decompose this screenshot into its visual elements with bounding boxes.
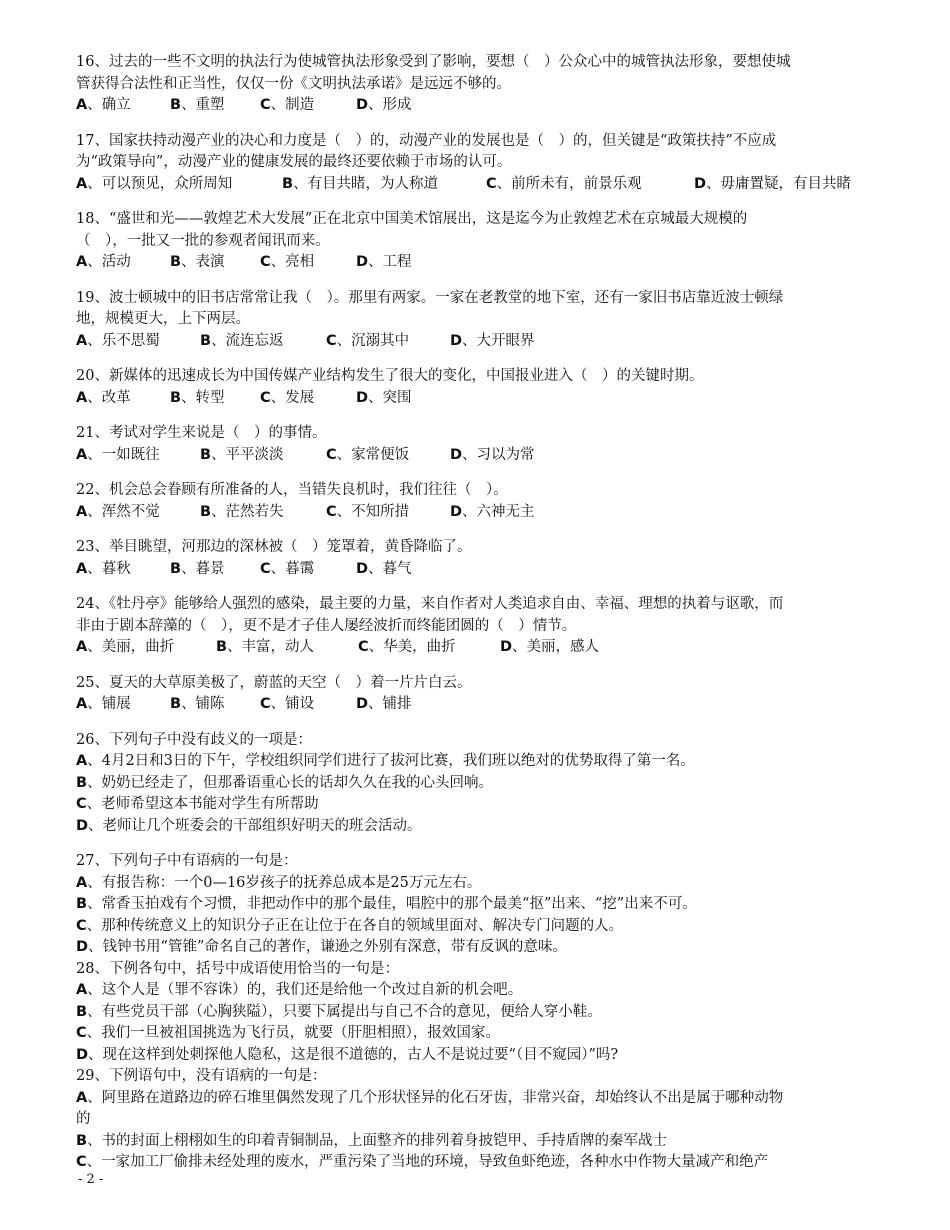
option-key: B	[76, 1003, 88, 1020]
option-key: C	[76, 796, 87, 812]
option	[326, 502, 450, 524]
option-text: 、有目共睹，为人称道	[293, 175, 439, 192]
option-line	[76, 1088, 876, 1110]
question-stem-line: 22、机会总会眷顾有所准备的人，当错失良机时，我们往往（ ）。	[76, 482, 508, 498]
option-row	[76, 95, 876, 117]
question-stem-line: 27、下列句子中有语病的一句是：	[76, 853, 298, 869]
option-text: 、铺排	[368, 696, 412, 712]
option-text: 、毋庸置疑，有目共睹	[706, 175, 852, 192]
option	[76, 331, 200, 353]
option-text: 的	[76, 1111, 91, 1127]
question-block	[76, 288, 876, 353]
option	[356, 252, 412, 274]
option	[260, 252, 356, 274]
option	[356, 694, 412, 716]
option-text: 、确立	[87, 97, 131, 113]
option-key: D	[76, 939, 89, 955]
option-text: 、有报告称：一个0—16岁孩子的抚养总成本是25万元左右。	[87, 874, 482, 891]
option	[200, 331, 326, 353]
option-key: D	[76, 1046, 89, 1063]
option-key: A	[76, 696, 88, 712]
option	[170, 694, 260, 716]
option-text: 、乐不思蜀	[87, 332, 160, 349]
option	[326, 445, 450, 467]
option	[170, 95, 260, 117]
option-text: 、制造	[270, 97, 315, 113]
option-key: B	[200, 332, 212, 349]
option-line	[76, 894, 876, 916]
option	[694, 174, 851, 196]
option	[356, 559, 412, 581]
question-stem-line: 为“政策导向”，动漫产业的健康发展的最终还要依赖于市场的认可。	[76, 154, 512, 170]
option-key: C	[326, 503, 337, 520]
option-row	[76, 445, 876, 467]
option-key: C	[260, 560, 271, 577]
option-text: 、老师让几个班委会的干部组织好明天的班会活动。	[88, 817, 422, 834]
option-text: 、浑然不觉	[87, 503, 160, 520]
spacer	[76, 523, 876, 537]
option-key: C	[358, 639, 369, 655]
option	[170, 559, 260, 581]
spacer	[76, 837, 876, 851]
option-text: 、钱钟书用“管锥”命名自己的著作，谦逊之外别有深意，带有反讽的意味。	[88, 939, 567, 955]
option-row	[76, 637, 876, 659]
spacer	[76, 195, 876, 209]
option-row	[76, 174, 876, 196]
option-key: D	[356, 254, 369, 270]
option-key: A	[76, 639, 88, 655]
question-block	[76, 959, 876, 1067]
option-text: 、重塑	[181, 97, 225, 113]
option	[282, 174, 486, 196]
question-stem-line: 18、“盛世和光——敦煌艺术大发展”正在北京中国美术馆展出，这是迄今为止敦煌艺术在京城最大规模的	[76, 211, 748, 227]
option-key: B	[170, 254, 182, 270]
option-text: 、工程	[368, 254, 412, 270]
option-key: A	[76, 446, 88, 463]
option-text: 、4月2日和3日的下午，学校组织同学们进行了拔河比赛，我们班以绝对的优势取得了第一名。	[87, 753, 695, 769]
spacer	[76, 580, 876, 594]
option-text: 、形成	[368, 97, 412, 113]
option	[450, 331, 535, 353]
option-text: 、暮秋	[87, 560, 131, 577]
option	[200, 445, 326, 467]
option-key: A	[76, 982, 88, 998]
option-key: A	[76, 874, 88, 891]
option-text: 、大开眼界	[462, 332, 535, 349]
option-text: 、一家加工厂偷排未经处理的废水，严重污染了当地的环境，导致鱼虾绝迹，各种水中作物大量减产和绝产	[86, 1154, 769, 1170]
option-text: 、铺展	[87, 696, 131, 712]
question-stem-line: 25、夏天的大草原美极了，蔚蓝的天空（ ）着一片片白云。	[76, 674, 472, 691]
option-text: 、习以为常	[462, 446, 535, 463]
option-key: B	[76, 1132, 88, 1149]
option-key: A	[76, 560, 88, 577]
question-block	[76, 594, 876, 659]
spacer	[76, 466, 876, 480]
option-text: 、丰富，动人	[227, 639, 315, 655]
option-text: 、流连忘返	[211, 332, 284, 349]
spacer	[76, 274, 876, 288]
spacer	[76, 716, 876, 730]
option-line	[76, 1002, 876, 1024]
option-key: A	[76, 254, 88, 270]
option-row	[76, 388, 876, 410]
question-stem-line: 24、《牡丹亭》能够给人强烈的感染，最主要的力量，来自作者对人类追求自由、幸福、理想的执着与讴歌，而	[76, 596, 784, 612]
option-line	[76, 980, 876, 1002]
question-stem-line: 地，规模更大，上下两层。	[76, 311, 250, 327]
option	[356, 388, 412, 410]
option-key: B	[282, 175, 294, 192]
option	[76, 388, 170, 410]
option	[486, 174, 694, 196]
option-key: B	[170, 97, 182, 113]
option-line	[76, 816, 876, 838]
question-block	[76, 730, 876, 838]
question-block	[76, 851, 876, 959]
option-text: 、那种传统意义上的知识分子正在让位于在各自的领域里面对、解决专门问题的人。	[86, 917, 624, 934]
option-row	[76, 502, 876, 524]
option-text: 、铺设	[270, 696, 315, 712]
option-text: 、暮气	[368, 560, 412, 577]
question-stem-line: 23、举目眺望，河那边的深林被（ ）笼罩着，黄昏降临了。	[76, 539, 472, 555]
option	[170, 388, 260, 410]
question-stem-line: 17、国家扶持动漫产业的决心和力度是（ ）的，动漫产业的发展也是（ ）的，但关键是“政策扶持”不应成	[76, 132, 777, 149]
option-line	[76, 1131, 876, 1153]
option-key: D	[356, 97, 369, 113]
option-text: 、可以预见，众所周知	[87, 175, 233, 192]
option	[76, 252, 170, 274]
option-text: 、亮相	[270, 254, 315, 270]
option-key: A	[76, 389, 88, 406]
option-text: 、美丽，曲折	[87, 639, 175, 655]
option-line	[76, 773, 876, 795]
option-text: 、平平淡淡	[211, 446, 284, 463]
option-key: D	[356, 560, 369, 577]
option-text: 、阿里路在道路边的碎石堆里偶然发现了几个形状怪异的化石牙齿，非常兴奋，却始终认不出是属于哪种动物	[87, 1089, 784, 1106]
option-text: 、现在这样到处刺探他人隐私，这是很不道德的，古人不是说过要“（目不窥园）”吗?	[88, 1046, 619, 1063]
option	[76, 445, 200, 467]
option-key: B	[170, 560, 182, 577]
option-text: 、表演	[181, 254, 225, 270]
question-block	[76, 673, 876, 716]
question-stem-line: 29、下例语句中，没有语病的一句是：	[76, 1068, 327, 1084]
question-stem-line: 19、波士顿城中的旧书店常常让我（ ）。那里有两家。一家在老教堂的地下室，还有一家旧书店靠近波士顿绿	[76, 289, 784, 306]
option	[76, 95, 170, 117]
question-block	[76, 537, 876, 580]
option-text: 、一如既往	[87, 446, 160, 463]
option-key: C	[260, 254, 271, 270]
option-key: D	[500, 639, 513, 655]
option-key: B	[170, 389, 182, 406]
option-key: B	[76, 774, 88, 791]
option-key: A	[76, 1089, 88, 1106]
option-key: C	[260, 389, 271, 406]
option	[76, 637, 216, 659]
option	[76, 694, 170, 716]
question-stem-line: 管获得合法性和正当性，仅仅一份《文明执法承诺》是远远不够的。	[76, 75, 511, 92]
question-stem-line: 21、考试对学生来说是（ ）的事情。	[76, 425, 327, 441]
option-text: 、奶奶已经走了，但那番语重心长的话却久久在我的心头回响。	[87, 774, 494, 791]
option-row	[76, 694, 876, 716]
option-key: C	[76, 1154, 87, 1170]
option	[76, 559, 170, 581]
question-block	[76, 209, 876, 274]
option-text: 、我们一旦被祖国挑选为飞行员，就要（肝胆相照），报效国家。	[86, 1025, 500, 1041]
option-key: D	[450, 332, 463, 349]
option-text: 、常香玉拍戏有个习惯，非把动作中的那个最佳，唱腔中的那个最美“抠”出来、“挖”出来不可。	[87, 896, 697, 912]
option	[260, 694, 356, 716]
option-text: 、突围	[368, 389, 412, 406]
option	[260, 388, 356, 410]
spacer	[76, 117, 876, 131]
option-line	[76, 916, 876, 938]
option-key: D	[356, 389, 369, 406]
option-key: B	[200, 446, 212, 463]
option	[170, 252, 260, 274]
spacer	[76, 659, 876, 673]
option	[326, 331, 450, 353]
option-key: D	[694, 175, 707, 192]
question-stem-line: （ ），一批又一批的参观者闻讯而来。	[76, 232, 330, 249]
option-key: D	[450, 446, 463, 463]
question-block	[76, 423, 876, 466]
option-line	[76, 751, 876, 773]
option-text: 、活动	[87, 254, 131, 270]
option-line	[76, 1152, 876, 1174]
option-text: 、暮景	[181, 560, 225, 577]
option-text: 、前所未有，前景乐观	[496, 175, 642, 192]
option-key: B	[76, 896, 88, 912]
option-text: 、暮霭	[270, 560, 315, 577]
question-stem-line: 26、下列句子中没有歧义的一项是：	[76, 731, 312, 748]
question-stem-line: 16、过去的一些不文明的执法行为使城管执法形象受到了影响，要想（ ）公众心中的城管执法形象，要想使城	[76, 54, 791, 70]
option-text: 、华美，曲折	[368, 639, 456, 655]
option-line	[76, 873, 876, 895]
option	[358, 637, 500, 659]
option-key: C	[486, 175, 497, 192]
option-text: 、书的封面上栩栩如生的印着青铜制品，上面整齐的排列着身披铠甲、手持盾牌的秦军战士	[87, 1132, 668, 1149]
option-key: D	[356, 696, 369, 712]
option-text: 、沉溺其中	[336, 332, 410, 349]
option	[200, 502, 326, 524]
option-key: A	[76, 753, 88, 769]
option	[500, 637, 599, 659]
option	[260, 559, 356, 581]
question-block	[76, 366, 876, 409]
option-text: 、老师希望这本书能对学生有所帮助	[86, 796, 319, 812]
option-row	[76, 331, 876, 353]
question-block	[76, 52, 876, 117]
option-text: 、美丽，感人	[512, 639, 600, 655]
option-key: A	[76, 97, 88, 113]
option	[356, 95, 412, 117]
question-block	[76, 1066, 876, 1174]
option-key: C	[326, 446, 337, 463]
option-key: D	[450, 503, 463, 520]
page-number: - 2 -	[78, 1172, 104, 1187]
option	[260, 95, 356, 117]
question-block	[76, 480, 876, 523]
option-line	[76, 1023, 876, 1045]
option-row	[76, 559, 876, 581]
option-key: C	[260, 696, 271, 712]
option-text: 、有些党员干部（心胸狭隘），只要下属提出与自己不合的意见，便给人穿小鞋。	[87, 1003, 602, 1020]
option	[76, 174, 282, 196]
option-text: 、家常便饭	[336, 446, 410, 463]
spacer	[76, 352, 876, 366]
option-key: A	[76, 175, 88, 192]
document-body	[76, 52, 876, 1174]
option-text: 、六神无主	[462, 503, 535, 520]
option-line	[76, 937, 876, 959]
option-text: 、改革	[87, 389, 131, 406]
option	[216, 637, 358, 659]
option-text: 、这个人是（罪不容诛）的，我们还是给他一个改过自新的机会吧。	[87, 982, 523, 998]
question-stem-line: 28、下例各句中，括号中成语使用恰当的一句是：	[76, 960, 399, 977]
option-line	[76, 1045, 876, 1067]
option-text: 、发展	[270, 389, 315, 406]
option-text: 、不知所措	[336, 503, 410, 520]
option-key: C	[326, 332, 337, 349]
option	[450, 445, 535, 467]
option	[450, 502, 535, 524]
option-text: 、转型	[181, 389, 225, 406]
option-text: 、铺陈	[181, 696, 225, 712]
option-key: B	[200, 503, 212, 520]
option-key: B	[216, 639, 228, 655]
option	[76, 502, 200, 524]
option-key: C	[76, 1025, 87, 1041]
question-block	[76, 131, 876, 196]
option-row	[76, 252, 876, 274]
option-line	[76, 794, 876, 816]
option-key: A	[76, 503, 88, 520]
option-key: C	[76, 917, 87, 934]
option-key: D	[76, 817, 89, 834]
spacer	[76, 409, 876, 423]
question-stem-line: 20、新媒体的迅速成长为中国传媒产业结构发生了很大的变化，中国报业进入（ ）的关键时期。	[76, 368, 704, 384]
option-key: B	[170, 696, 182, 712]
question-stem-line: 非由于剧本辞藻的（ ），更不是才子佳人屡经波折而终能团圆的（ ）情节。	[76, 617, 577, 634]
option-key: C	[260, 97, 271, 113]
option-line	[76, 1109, 876, 1131]
option-text: 、茫然若失	[211, 503, 284, 520]
option-key: A	[76, 332, 88, 349]
